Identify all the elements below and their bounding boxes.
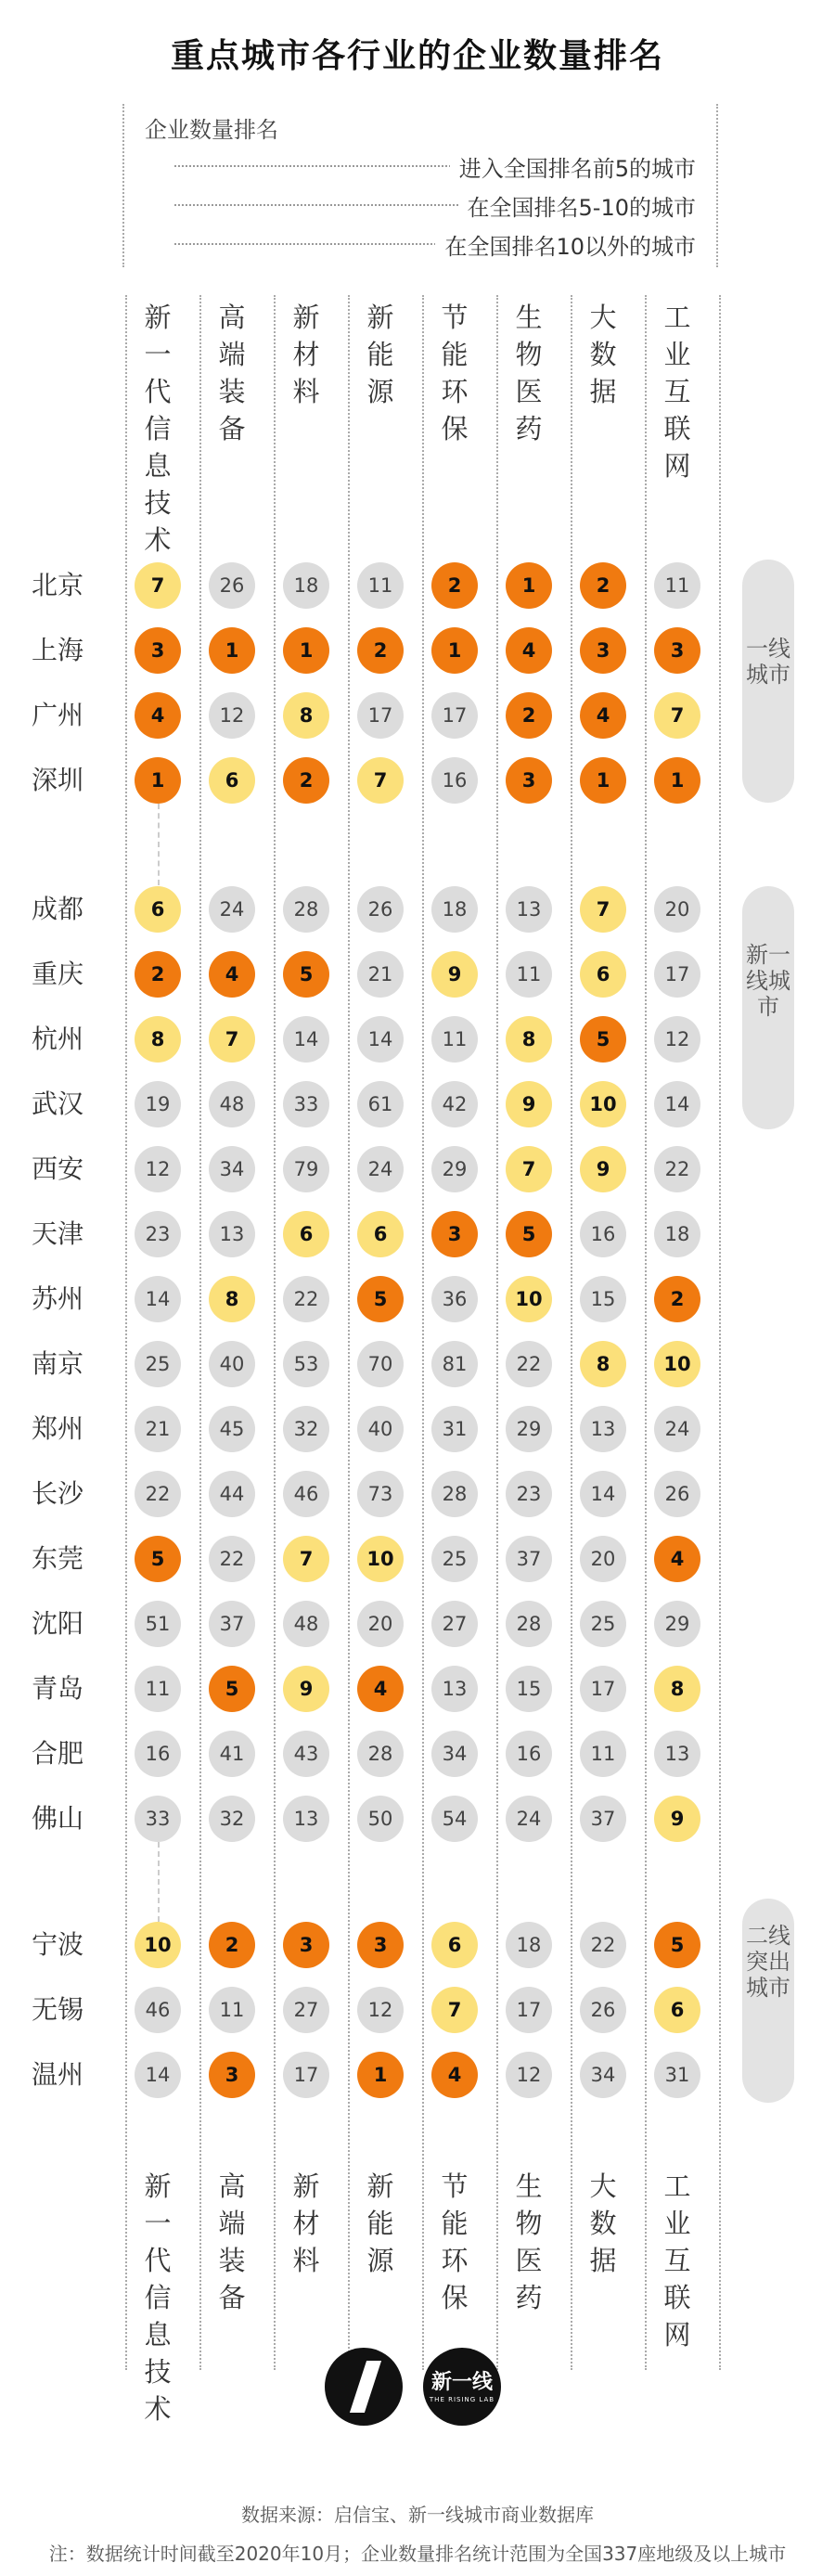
rank-dot: 14 — [283, 1016, 329, 1063]
rank-dot: 48 — [283, 1601, 329, 1647]
column-footer: 大 数 据 — [589, 2170, 617, 2276]
city-label: 东莞 — [32, 1543, 84, 1574]
yellow-dot-icon — [145, 195, 165, 215]
rank-dot: 73 — [357, 1471, 404, 1517]
rank-dot: 17 — [283, 2052, 329, 2098]
city-label: 天津 — [32, 1218, 84, 1249]
rank-dot: 13 — [506, 886, 552, 933]
city-label: 广州 — [32, 700, 84, 730]
city-label: 长沙 — [32, 1478, 84, 1509]
rank-dot: 15 — [580, 1276, 626, 1322]
rank-dot: 31 — [431, 1406, 478, 1452]
legend-item-beyond10 — [145, 225, 696, 262]
column-header: 节 能 环 保 — [441, 302, 469, 444]
grid-divider-line — [719, 295, 721, 2370]
tier-band-new-tier1 — [742, 886, 794, 1129]
rank-dot: 1 — [654, 757, 700, 804]
rank-dot: 51 — [135, 1601, 181, 1647]
rank-dot: 3 — [654, 627, 700, 674]
rank-dot: 9 — [506, 1081, 552, 1127]
rank-dot: 8 — [506, 1016, 552, 1063]
rank-dot: 7 — [580, 886, 626, 933]
rank-dot: 16 — [135, 1731, 181, 1777]
logo-text: 新一线 — [430, 2371, 493, 2394]
column-header: 生 物 医 药 — [515, 302, 543, 444]
rank-dot: 5 — [506, 1211, 552, 1257]
rank-dot: 14 — [654, 1081, 700, 1127]
column-header: 高 端 装 备 — [218, 302, 246, 444]
city-label: 苏州 — [32, 1283, 84, 1314]
rank-dot: 17 — [654, 951, 700, 998]
rank-dot: 7 — [506, 1146, 552, 1192]
rank-dot: 31 — [654, 2052, 700, 2098]
rank-dot: 9 — [580, 1146, 626, 1192]
rank-dot: 45 — [209, 1406, 255, 1452]
rank-dot: 1 — [135, 757, 181, 804]
grid-divider-line — [422, 295, 424, 2370]
rank-dot: 15 — [506, 1666, 552, 1712]
rank-dot: 17 — [506, 1987, 552, 2033]
rank-dot: 12 — [506, 2052, 552, 2098]
rank-dot: 10 — [357, 1536, 404, 1582]
page-title: 重点城市各行业的企业数量排名 — [170, 37, 664, 75]
rank-dot: 3 — [431, 1211, 478, 1257]
logo-bar-icon — [350, 2361, 381, 2413]
column-footer: 新 材 料 — [292, 2170, 320, 2276]
rank-dot: 21 — [357, 951, 404, 998]
rank-dot: 10 — [506, 1276, 552, 1322]
rank-dot: 42 — [431, 1081, 478, 1127]
rank-dot: 12 — [654, 1016, 700, 1063]
rank-dot: 23 — [506, 1471, 552, 1517]
rank-dot: 17 — [357, 692, 404, 739]
city-label: 宁波 — [32, 1929, 84, 1960]
rank-dot: 5 — [135, 1536, 181, 1582]
rank-dot: 13 — [580, 1406, 626, 1452]
rank-dot: 9 — [431, 951, 478, 998]
rank-dot: 12 — [357, 1987, 404, 2033]
rank-dot: 14 — [580, 1471, 626, 1517]
legend-item-top5-10 — [145, 186, 696, 223]
rank-dot: 8 — [283, 692, 329, 739]
rank-dot: 16 — [580, 1211, 626, 1257]
rank-dot: 6 — [654, 1987, 700, 2033]
rank-dot: 18 — [431, 886, 478, 933]
city-label: 重庆 — [32, 959, 84, 989]
rank-dot: 22 — [209, 1536, 255, 1582]
rank-dot: 11 — [654, 562, 700, 609]
rank-dot: 26 — [209, 562, 255, 609]
rank-dot: 11 — [135, 1666, 181, 1712]
rank-dot: 33 — [135, 1796, 181, 1842]
column-footer: 新 一 代 信 息 技 术 — [144, 2170, 172, 2425]
rank-dot: 20 — [357, 1601, 404, 1647]
rank-dot: 3 — [506, 757, 552, 804]
rank-dot: 18 — [506, 1922, 552, 1968]
rank-dot: 6 — [209, 757, 255, 804]
rank-dot: 26 — [580, 1987, 626, 2033]
tier-band-tier2 — [742, 1899, 794, 2103]
rank-dot: 6 — [357, 1211, 404, 1257]
rank-dot: 53 — [283, 1341, 329, 1387]
city-label: 深圳 — [32, 765, 84, 795]
rank-dot: 24 — [209, 886, 255, 933]
data-source: 数据来源：启信宝、新一线城市商业数据库 — [241, 2504, 594, 2526]
rank-dot: 5 — [283, 951, 329, 998]
rank-dot: 3 — [209, 2052, 255, 2098]
rank-dot: 5 — [209, 1666, 255, 1712]
rank-dot: 32 — [209, 1796, 255, 1842]
rank-dot: 9 — [283, 1666, 329, 1712]
column-footer: 高 端 装 备 — [218, 2170, 246, 2313]
city-label: 沈阳 — [32, 1608, 84, 1639]
rank-dot: 7 — [654, 692, 700, 739]
rank-dot: 7 — [209, 1016, 255, 1063]
rank-dot: 14 — [135, 2052, 181, 2098]
rank-dot: 5 — [357, 1276, 404, 1322]
column-header: 新 一 代 信 息 技 术 — [144, 302, 172, 556]
rank-dot: 2 — [209, 1922, 255, 1968]
rank-dot: 26 — [357, 886, 404, 933]
grid-divider-line — [348, 295, 350, 2370]
rank-dot: 23 — [135, 1211, 181, 1257]
rank-dot: 46 — [283, 1471, 329, 1517]
rank-dot: 27 — [431, 1601, 478, 1647]
rank-dot: 4 — [654, 1536, 700, 1582]
rank-dot: 10 — [135, 1922, 181, 1968]
city-label: 成都 — [32, 894, 84, 924]
rank-dot: 10 — [654, 1341, 700, 1387]
rank-dot: 29 — [431, 1146, 478, 1192]
rank-dot: 1 — [506, 562, 552, 609]
rank-dot: 6 — [135, 886, 181, 933]
footnote: 注：数据统计时间截至2020年10月；企业数量排名统计范围为全国337座地级及以上城市 — [48, 2543, 787, 2565]
legend-label: 在全国排名10以外的城市 — [435, 228, 696, 261]
rank-dot: 11 — [209, 1987, 255, 2033]
column-header: 大 数 据 — [589, 302, 617, 407]
column-footer: 生 物 医 药 — [515, 2170, 543, 2313]
rank-dot: 44 — [209, 1471, 255, 1517]
rank-dot: 8 — [580, 1341, 626, 1387]
rank-dot: 37 — [209, 1601, 255, 1647]
rank-dot: 13 — [654, 1731, 700, 1777]
rank-dot: 24 — [357, 1146, 404, 1192]
rank-dot: 33 — [283, 1081, 329, 1127]
orange-dot-icon — [145, 156, 165, 176]
rank-dot: 20 — [580, 1536, 626, 1582]
rank-dot: 28 — [431, 1471, 478, 1517]
tier-label: 一线城市 — [746, 636, 790, 688]
rank-dot: 40 — [209, 1341, 255, 1387]
city-label: 青岛 — [32, 1673, 84, 1704]
rank-dot: 1 — [283, 627, 329, 674]
city-label: 上海 — [32, 635, 84, 665]
rank-dot: 27 — [283, 1987, 329, 2033]
rank-dot: 13 — [431, 1666, 478, 1712]
gray-dot-icon — [145, 234, 165, 254]
rank-dot: 79 — [283, 1146, 329, 1192]
grid-divider-line — [199, 295, 201, 2370]
rank-dot: 40 — [357, 1406, 404, 1452]
rank-dot: 5 — [580, 1016, 626, 1063]
city-label: 北京 — [32, 570, 84, 600]
rank-dot: 36 — [431, 1276, 478, 1322]
logo-subtext: THE RISING LAB — [429, 2396, 495, 2403]
rank-dot: 3 — [135, 627, 181, 674]
rank-dot: 22 — [135, 1471, 181, 1517]
rank-dot: 2 — [654, 1276, 700, 1322]
grid-divider-line — [125, 295, 127, 2370]
city-label: 杭州 — [32, 1024, 84, 1054]
rank-dot: 22 — [580, 1922, 626, 1968]
rank-dot: 9 — [654, 1796, 700, 1842]
rank-dot: 8 — [209, 1276, 255, 1322]
rank-dot: 11 — [357, 562, 404, 609]
rank-dot: 2 — [135, 951, 181, 998]
rank-dot: 41 — [209, 1731, 255, 1777]
rank-dot: 48 — [209, 1081, 255, 1127]
column-header: 工 业 互 联 网 — [663, 302, 691, 482]
rank-dot: 4 — [135, 692, 181, 739]
rank-dot: 21 — [135, 1406, 181, 1452]
rank-dot: 4 — [209, 951, 255, 998]
rank-dot: 11 — [580, 1731, 626, 1777]
rank-dot: 6 — [431, 1922, 478, 1968]
rank-dot: 16 — [431, 757, 478, 804]
rank-dot: 14 — [135, 1276, 181, 1322]
rank-dot: 14 — [357, 1016, 404, 1063]
rank-dot: 18 — [654, 1211, 700, 1257]
rank-dot: 28 — [506, 1601, 552, 1647]
rank-dot: 43 — [283, 1731, 329, 1777]
rank-dot: 46 — [135, 1987, 181, 2033]
city-label: 温州 — [32, 2059, 84, 2090]
city-label: 佛山 — [32, 1803, 84, 1834]
rank-dot: 25 — [431, 1536, 478, 1582]
legend-item-top5 — [145, 147, 696, 184]
rank-dot: 50 — [357, 1796, 404, 1842]
city-label: 武汉 — [32, 1088, 84, 1119]
rank-dot: 22 — [654, 1146, 700, 1192]
rank-dot: 7 — [431, 1987, 478, 2033]
rank-dot: 6 — [580, 951, 626, 998]
grid-divider-line — [571, 295, 572, 2370]
rank-dot: 10 — [580, 1081, 626, 1127]
rank-dot: 37 — [580, 1796, 626, 1842]
rank-dot: 26 — [654, 1471, 700, 1517]
rank-dot: 12 — [209, 692, 255, 739]
rank-dot: 3 — [357, 1922, 404, 1968]
column-footer: 工 业 互 联 网 — [663, 2170, 691, 2351]
rank-dot: 1 — [580, 757, 626, 804]
rank-dot: 17 — [431, 692, 478, 739]
rank-dot: 17 — [580, 1666, 626, 1712]
rank-dot: 2 — [283, 757, 329, 804]
rank-dot: 6 — [283, 1211, 329, 1257]
rank-dot: 4 — [580, 692, 626, 739]
rank-dot: 4 — [506, 627, 552, 674]
column-header: 新 材 料 — [292, 302, 320, 407]
rank-dot: 61 — [357, 1081, 404, 1127]
rank-dot: 34 — [431, 1731, 478, 1777]
city-label: 南京 — [32, 1348, 84, 1379]
rank-dot: 7 — [357, 757, 404, 804]
rank-dot: 13 — [209, 1211, 255, 1257]
rank-dot: 1 — [431, 627, 478, 674]
grid-divider-line — [274, 295, 276, 2370]
city-label: 合肥 — [32, 1738, 84, 1769]
rank-dot: 70 — [357, 1341, 404, 1387]
city-label: 西安 — [32, 1153, 84, 1184]
column-footer: 节 能 环 保 — [441, 2170, 469, 2313]
rank-dot: 29 — [506, 1406, 552, 1452]
rank-dot: 81 — [431, 1341, 478, 1387]
rank-dot: 4 — [357, 1666, 404, 1712]
city-label: 无锡 — [32, 1994, 84, 2025]
rank-dot: 4 — [431, 2052, 478, 2098]
rank-dot: 37 — [506, 1536, 552, 1582]
rank-dot: 2 — [580, 562, 626, 609]
rank-dot: 13 — [283, 1796, 329, 1842]
rank-dot: 16 — [506, 1731, 552, 1777]
rank-dot: 32 — [283, 1406, 329, 1452]
rank-dot: 28 — [283, 886, 329, 933]
brand-logo-rising-lab — [423, 2348, 501, 2426]
column-footer: 新 能 源 — [366, 2170, 394, 2276]
rank-dot: 8 — [654, 1666, 700, 1712]
rank-dot: 2 — [506, 692, 552, 739]
rank-dot: 29 — [654, 1601, 700, 1647]
rank-dot: 25 — [135, 1341, 181, 1387]
legend-title: 企业数量排名 — [145, 117, 278, 143]
rank-dot: 24 — [654, 1406, 700, 1452]
tier-label: 新一线城市 — [746, 942, 790, 1020]
rank-dot: 7 — [135, 562, 181, 609]
rank-dot: 22 — [506, 1341, 552, 1387]
rank-dot: 24 — [506, 1796, 552, 1842]
tier-band-tier1 — [742, 560, 794, 803]
rank-dot: 8 — [135, 1016, 181, 1063]
rank-dot: 5 — [654, 1922, 700, 1968]
legend-label: 在全国排名5-10的城市 — [458, 189, 696, 222]
rank-dot: 1 — [357, 2052, 404, 2098]
grid-divider-line — [645, 295, 647, 2370]
rank-dot: 3 — [283, 1922, 329, 1968]
rank-dot: 7 — [283, 1536, 329, 1582]
city-label: 郑州 — [32, 1413, 84, 1444]
rank-dot: 25 — [580, 1601, 626, 1647]
rank-dot: 11 — [431, 1016, 478, 1063]
rank-dot: 22 — [283, 1276, 329, 1322]
rank-dot: 1 — [209, 627, 255, 674]
rank-dot: 18 — [283, 562, 329, 609]
grid-divider-line — [496, 295, 498, 2370]
rank-dot: 3 — [580, 627, 626, 674]
rank-dot: 34 — [580, 2052, 626, 2098]
rank-dot: 28 — [357, 1731, 404, 1777]
legend-label: 进入全国排名前5的城市 — [450, 150, 696, 183]
rank-dot: 54 — [431, 1796, 478, 1842]
rank-dot: 2 — [357, 627, 404, 674]
rank-dot: 11 — [506, 951, 552, 998]
rank-dot: 34 — [209, 1146, 255, 1192]
legend — [122, 104, 718, 267]
rank-dot: 12 — [135, 1146, 181, 1192]
tier-label: 二线突出城市 — [746, 1923, 790, 2001]
brand-logo-mark — [325, 2348, 403, 2426]
rank-dot: 19 — [135, 1081, 181, 1127]
band-connector — [158, 1842, 160, 1922]
rank-dot: 20 — [654, 886, 700, 933]
band-connector — [158, 804, 160, 885]
column-header: 新 能 源 — [366, 302, 394, 407]
rank-dot: 2 — [431, 562, 478, 609]
